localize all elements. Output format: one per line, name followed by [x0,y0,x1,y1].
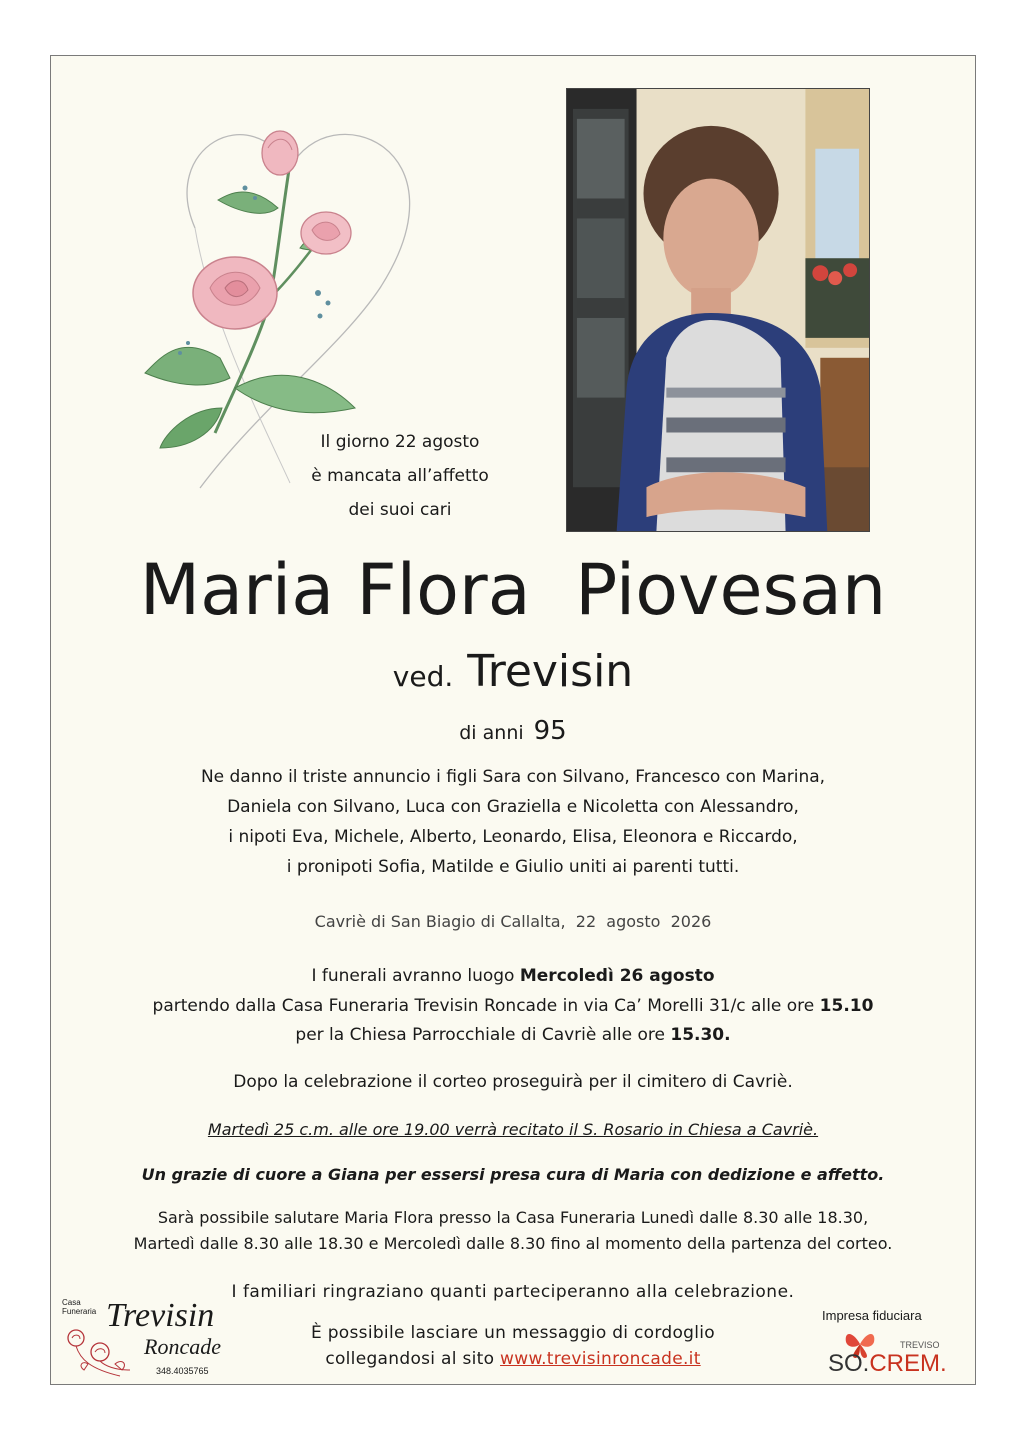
socrem-logo [812,1306,962,1382]
website-link[interactable]: www.trevisinroncade.it [500,1349,701,1369]
family-thanks: I familiari ringraziano quanti parteciperanno alla celebrazione. [231,1282,795,1302]
funeral-line-1-text: I funerali avranno luogo [311,966,520,986]
family-line: i nipoti Eva, Michele, Alberto, Leonardo, Elisa, Eleonora e Riccardo, [228,827,798,847]
place-date: Cavriè di San Biagio di Callalta, 22 agosto 2026 [314,912,712,931]
logo-brand: Trevisin [106,1297,215,1334]
socrem-label: Impresa fiduciara [822,1308,922,1323]
funeral-line-3-text: per la Chiesa Parrocchiale di Cavriè alle ore [295,1025,671,1045]
logo-sub: Roncade [144,1334,221,1359]
rosary-note: Martedì 25 c.m. alle ore 19.00 verrà recitato il S. Rosario in Chiesa a Cavriè. [207,1120,819,1139]
departure-time: 15.10 [819,995,874,1016]
age-line [50,712,976,752]
family-announcement [80,762,946,882]
intro-line-2: è mancata all’affetto [311,466,489,486]
socrem-brand [828,1350,947,1378]
age-value: 95 [533,716,567,746]
logo-small-2: Funeraria [62,1307,97,1316]
message-line-1: È possibile lasciare un messaggio di cordoglio [310,1323,716,1343]
family-line: Daniela con Silvano, Luca con Graziella e Nicoletta con Alessandro, [227,797,799,817]
procession-note: Dopo la celebrazione il corteo proseguirà per il cimitero di Cavriè. [233,1072,793,1092]
funeral-date: Mercoledì 26 agosto [519,966,715,986]
socrem-city: TREVISO [900,1340,940,1350]
funeral-line-2 [80,992,946,1022]
funeral-line-3 [80,1021,946,1051]
family-line: Ne danno il triste annuncio i figli Sara con Silvano, Francesco con Marina, [200,767,826,787]
ved-label: ved. [392,660,454,693]
funeral-info [80,962,946,1051]
deceased-name: Maria Flora Piovesan [139,549,887,631]
rose-logo-icon [60,1324,140,1380]
family-line: i pronipoti Sofia, Matilde e Giulio uniti ai parenti tutti. [286,857,740,877]
message-line-2-text: collegandosi al sito [325,1349,501,1369]
funeral-line-1 [80,962,946,992]
logo-small-label [62,1298,96,1316]
funeral-line-2-text: partendo dalla Casa Funeraria Trevisin Roncade in via Ca’ Morelli 31/c alle ore [152,995,820,1016]
logo-phone: 348.4035765 [156,1366,209,1376]
portrait-photo [566,88,870,532]
visiting-line: Sarà possibile salutare Maria Flora presso la Casa Funeraria Lunedì dalle 8.30 alle 18.30, [157,1208,869,1227]
intro-line-3: dei suoi cari [348,500,452,520]
socrem-brand-a: SO. [828,1350,870,1377]
married-name: Trevisin [467,646,634,697]
logo-small-1: Casa [62,1298,81,1307]
intro-line-1: Il giorno 22 agosto [320,432,480,452]
trevisin-logo [56,1294,236,1382]
condolence-message [250,1320,776,1372]
message-line-2 [250,1346,776,1372]
church-time: 15.30. [670,1025,731,1045]
intro-text [255,425,545,527]
visiting-hours [80,1205,946,1257]
visiting-line: Martedì dalle 8.30 alle 18.30 e Mercoledì dalle 8.30 fino al momento della partenza del corteo. [133,1234,893,1253]
age-label: di anni [459,722,524,744]
married-name-line [50,645,976,704]
socrem-brand-b: CREM. [869,1350,947,1377]
thanks-giana: Un grazie di cuore a Giana per essersi presa cura di Maria con dedizione e affetto. [141,1165,885,1184]
